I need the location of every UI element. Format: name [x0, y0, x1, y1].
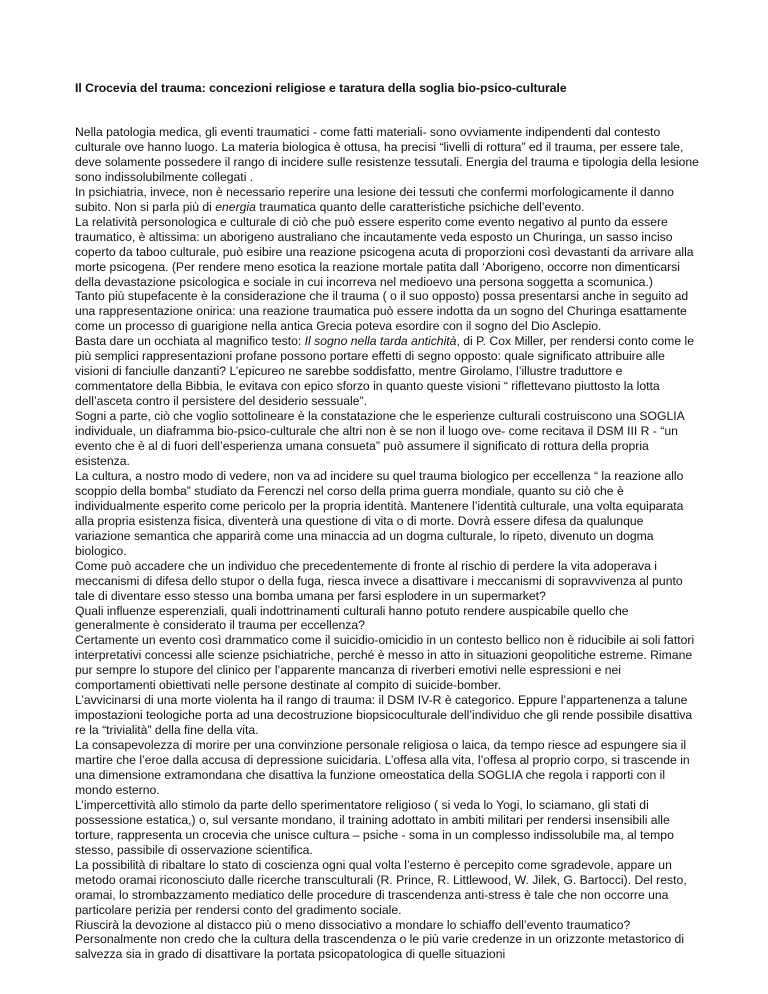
- paragraph-psichiatria: [75, 185, 700, 215]
- italic-phrase: energia: [215, 199, 256, 214]
- paragraph-cultura: La cultura, a nostro modo di vedere, non va ad incidere su quel trauma biologico per eccellenza “ la reazione allo scoppio della bomba” studiato da Ferenczi nel corso della prima guerra mondiale, quanto su ciò che è individualmente esperito come pericolo per la propria identità. Mantenere l’identità culturale, una volta equiparata alla propria esistenza fisica, diventerà una questione di vita o di morte. Dovrà essere difesa da qualunque variazione semantica che apparirà come una minaccia ad un dogma culturale, lo ripeto, divenuto un dogma biologico.: [75, 468, 684, 558]
- paragraph-devozione: Riuscirà la devozione al distacco più o meno dissociativo a mondare lo schiaffo dell’evento traumatico?: [75, 917, 631, 932]
- paragraph-rappresentazione-onirica: Tanto più stupefacente è la considerazione che il trauma ( o il suo opposto) possa presentarsi anche in seguito ad una rappresentazione onirica: una reazione traumatica può essere indotta da un sogno del Churinga esattamente come un processo di guarigione nella antica Grecia poteva esordire con il sogno del Dio Asclepio.: [75, 289, 689, 334]
- paragraph-bomba-umana: Come può accadere che un individuo che precedentemente di fronte al rischio di perdere la vita adoperava i meccanismi di difesa dello stupor o della fuga, riesca invece a disattivare i meccanismi di sopravvivenza al punto tale di diventare esso stesso una bomba umana per farsi esplodere in un supermarket?: [75, 558, 683, 603]
- paragraph-morte-violenta: L’avvicinarsi di una morte violenta ha il rango di trauma: il DSM IV-R è categorico. Eppure l’appartenenza a talune impostazioni teologiche porta ad una decostruzione biopsicoculturale dell’individuo che gli rende possibile disattiva re la “trivialità” della fine della vita.: [75, 693, 693, 738]
- paragraph-psichiatria-text: In psichiatria, invece, non è necessario reperire una lesione dei tessuti che confermi morfologicamente il danno subito. Non si parla più di energia traumatica quanto delle caratteristiche psichiche dell’evento.: [75, 184, 674, 214]
- document-page: [75, 80, 700, 962]
- paragraph-consapevolezza: La consapevolezza di morire per una convinzione personale religiosa o laica, da tempo riesce ad espungere sia il martire che l’eroe dalla accusa di depressione suicidaria. L’offesa alla vita, l’offesa al proprio corpo, si trascende in una dimensione extramondana che disattiva la funzione omeostatica della SOGLIA che regola i rapporti con il mondo esterno.: [75, 738, 690, 797]
- paragraph-relativita: La relatività personologica e culturale di ciò che può essere esperito come evento negativo al punto da essere traumatico, è altissima: un aborigeno australiano che incautamente veda esposto un Churinga, un sasso inciso coperto da taboo culturale, può esibire una reazione psicogena acuta di proporzioni così devastanti da arrivare alla morte psicogena. (Per rendere meno esotica la reazione mortale patita dall ‘Aborigeno, occorre non dimenticarsi della devastazione psicologica e sociale in cui incorreva nel medioevo una persona soggetta a scomunica.): [75, 214, 694, 289]
- italic-phrase: Il sogno nella tarda antichità: [304, 334, 457, 349]
- document-title: Il Crocevia del trauma: concezioni religiose e taratura della soglia bio-psico-culturale: [75, 81, 567, 95]
- paragraph-personalmente: Personalmente non credo che la cultura della trascendenza o le più varie credenze in un orizzonte metastorico di salvezza sia in grado di disattivare la portata psicopatologica di quelle situazioni: [75, 932, 685, 962]
- paragraph-sogno-tarda-antichita-text: Basta dare un occhiata al magnifico testo: Il sogno nella tarda antichità, di P. Cox Miller, per rendersi conto come le più semplici rappresentazioni profane possono portare effetti di segno opposto: quale significato attribuire alle visioni di fanciulle danzanti? L’epicureo ne sarebbe soddisfatto, mentre Girolamo, l’illustre traduttore e commentatore della Bibbia, le evitava con epico sforzo in quanto queste visioni “ riflettevano piuttosto la lotta dell’asceta contro il persistere del desiderio sessuale”.: [75, 334, 694, 409]
- paragraph-suicidio-omicidio: Certamente un evento così drammatico come il suicidio-omicidio in un contesto bellico non è riducibile ai soli fattori interpretativi concessi alle scienze psichiatriche, perché è messo in atto in situazioni geopolitiche estreme. Rimane pur sempre lo stupore del clinico per l’apparente mancanza di riverberi emotivi nelle espressioni e nei comportamenti obiettivati nelle persone destinate al compito di suicide-bomber.: [75, 633, 695, 693]
- paragraph-ribaltare: La possibilità di ribaltare lo stato di coscienza ogni qual volta l’esterno è percepito come sgradevole, appare un metodo oramai riconosciuto dalle ricerche transculturali (R. Prince, R. Littlewood, W. Jilek, G. Bartocci). Del resto, oramai, lo strombazzamento mediatico delle procedure di trascendenza anti-stress è tale che non occorre una particolare perizia per rendersi conto del gradimento sociale.: [75, 857, 687, 917]
- paragraph-patologia-medica: Nella patologia medica, gli eventi traumatici - come fatti materiali- sono ovviamente indipendenti dal contesto culturale ove hanno luogo. La materia biologica è ottusa, ha precisi “livelli di rottura” ed il trauma, per essere tale, deve solamente possedere il rango di incidere sulle resistenze tessutali. Energia del trauma e tipologia della lesione sono indissolubilmente collegati .: [75, 125, 699, 184]
- paragraph-sogno-tarda-antichita: [75, 334, 700, 409]
- document-body: [75, 125, 700, 962]
- paragraph-soglia: Sogni a parte, ciò che voglio sottolineare è la constatazione che le esperienze culturali costruiscono una SOGLIA individuale, un diaframma bio-psico-culturale che altri non è se non il luogo ove- come recitava il DSM III R - “un evento che è al di fuori dell’esperienza umana consueta” può assumere il significato di rottura della propria esistenza.: [75, 409, 685, 468]
- paragraph-impercettivita: L’impercettività allo stimolo da parte dello sperimentatore religioso ( si veda lo Yogi, lo sciamano, gli stati di possessione estatica,) o, sul versante mondano, il training adottato in ambiti militari per rendersi insensibili alle torture, rappresenta un crocevia che unisce cultura – psiche - soma in un complesso indissolubile ma, al tempo stesso, passibile di osservazione scientifica.: [75, 797, 674, 857]
- paragraph-influenze: Quali influenze esperenziali, quali indottrinamenti culturali hanno potuto rendere auspicabile quello che generalmente è considerato il trauma per eccellenza?: [75, 603, 629, 633]
